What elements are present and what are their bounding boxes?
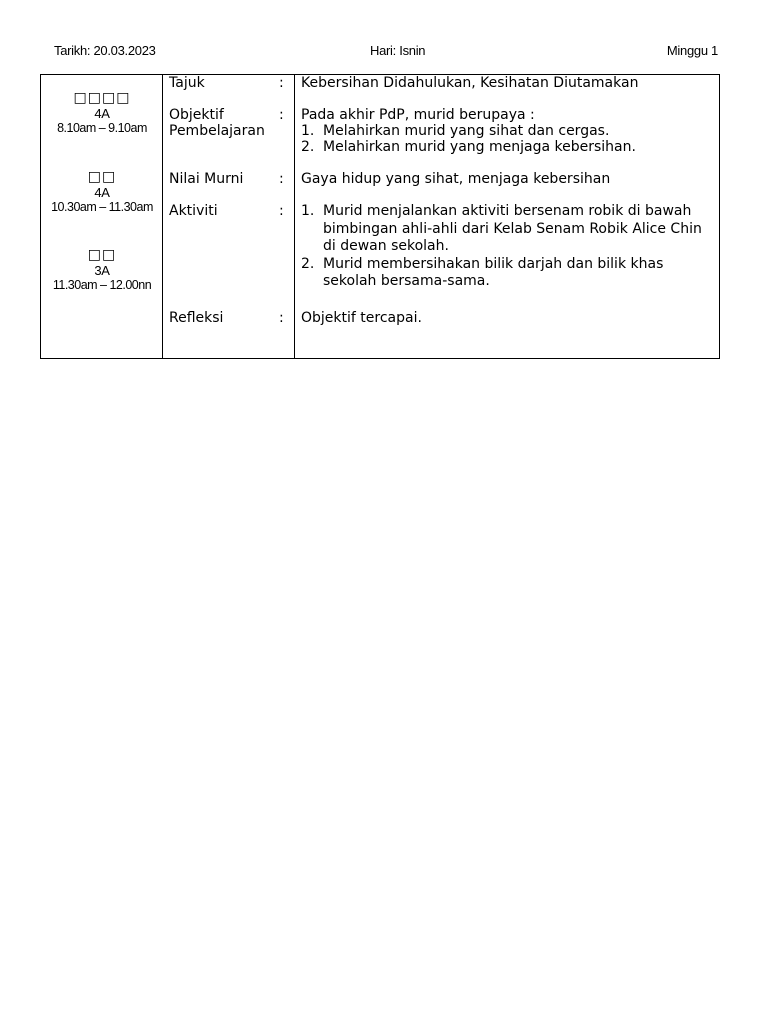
nilai-label: Nilai Murni [169,171,244,187]
refleksi-text: Objektif tercapai. [301,310,422,326]
objektif-list [301,123,711,155]
refleksi-colon: : [279,310,284,326]
session-1 [41,90,163,136]
tajuk-text: Kebersihan Didahulukan, Kesihatan Diutamakan [301,75,639,91]
objektif-colon: : [279,107,284,123]
session-3 [41,247,163,293]
session-time: 10.30am – 11.30am [51,200,153,214]
session-class: 3A [94,263,110,278]
tajuk-label: Tajuk [169,75,205,91]
class-schedule-column [41,75,163,358]
nilai-text: Gaya hidup yang sihat, menjaga kebersihan [301,171,611,187]
objektif-label: Objektif Pembelajaran [169,107,265,139]
session-class: 4A [94,185,110,200]
session-time: 11.30am – 12.00nn [52,278,152,292]
session-subject: □□ [87,247,117,263]
page-header [54,43,718,61]
objektif-intro: Pada akhir PdP, murid berupaya : [301,107,535,123]
list-number: 1. [301,203,315,219]
list-item [301,139,711,155]
tajuk-colon: : [279,75,284,91]
session-class: 4A [94,106,110,121]
field-content-column [295,75,719,358]
date-label: Tarikh: 20.03.2023 [54,43,156,58]
list-number: 2. [301,139,315,155]
list-item [301,203,711,256]
lesson-plan-table [40,74,720,359]
aktiviti-list [301,203,711,291]
session-2 [41,169,163,215]
session-time: 8.10am – 9.10am [57,121,147,135]
list-text: Melahirkan murid yang sihat dan cergas. [323,123,610,139]
refleksi-label: Refleksi [169,310,224,326]
session-subject: □□□□ [73,90,131,106]
objektif-content [301,107,711,155]
list-item [301,256,711,291]
day-label: Hari: Isnin [370,43,426,58]
session-subject: □□ [87,169,117,185]
nilai-colon: : [279,171,284,187]
list-item [301,123,711,139]
aktiviti-colon: : [279,203,284,219]
aktiviti-content [301,203,711,291]
field-label-column [163,75,295,358]
list-text: Melahirkan murid yang menjaga kebersihan. [323,139,636,155]
week-label: Minggu 1 [666,43,718,58]
list-text: Murid membersihakan bilik darjah dan bilik khas sekolah bersama-sama. [323,255,664,289]
list-number: 1. [301,123,315,139]
list-number: 2. [301,255,315,272]
aktiviti-label: Aktiviti [169,203,218,219]
list-text: Murid menjalankan aktiviti bersenam robik di bawah bimbingan ahli-ahli dari Kelab Senam Robik Alice Chin di dewan sekolah. [323,203,702,254]
